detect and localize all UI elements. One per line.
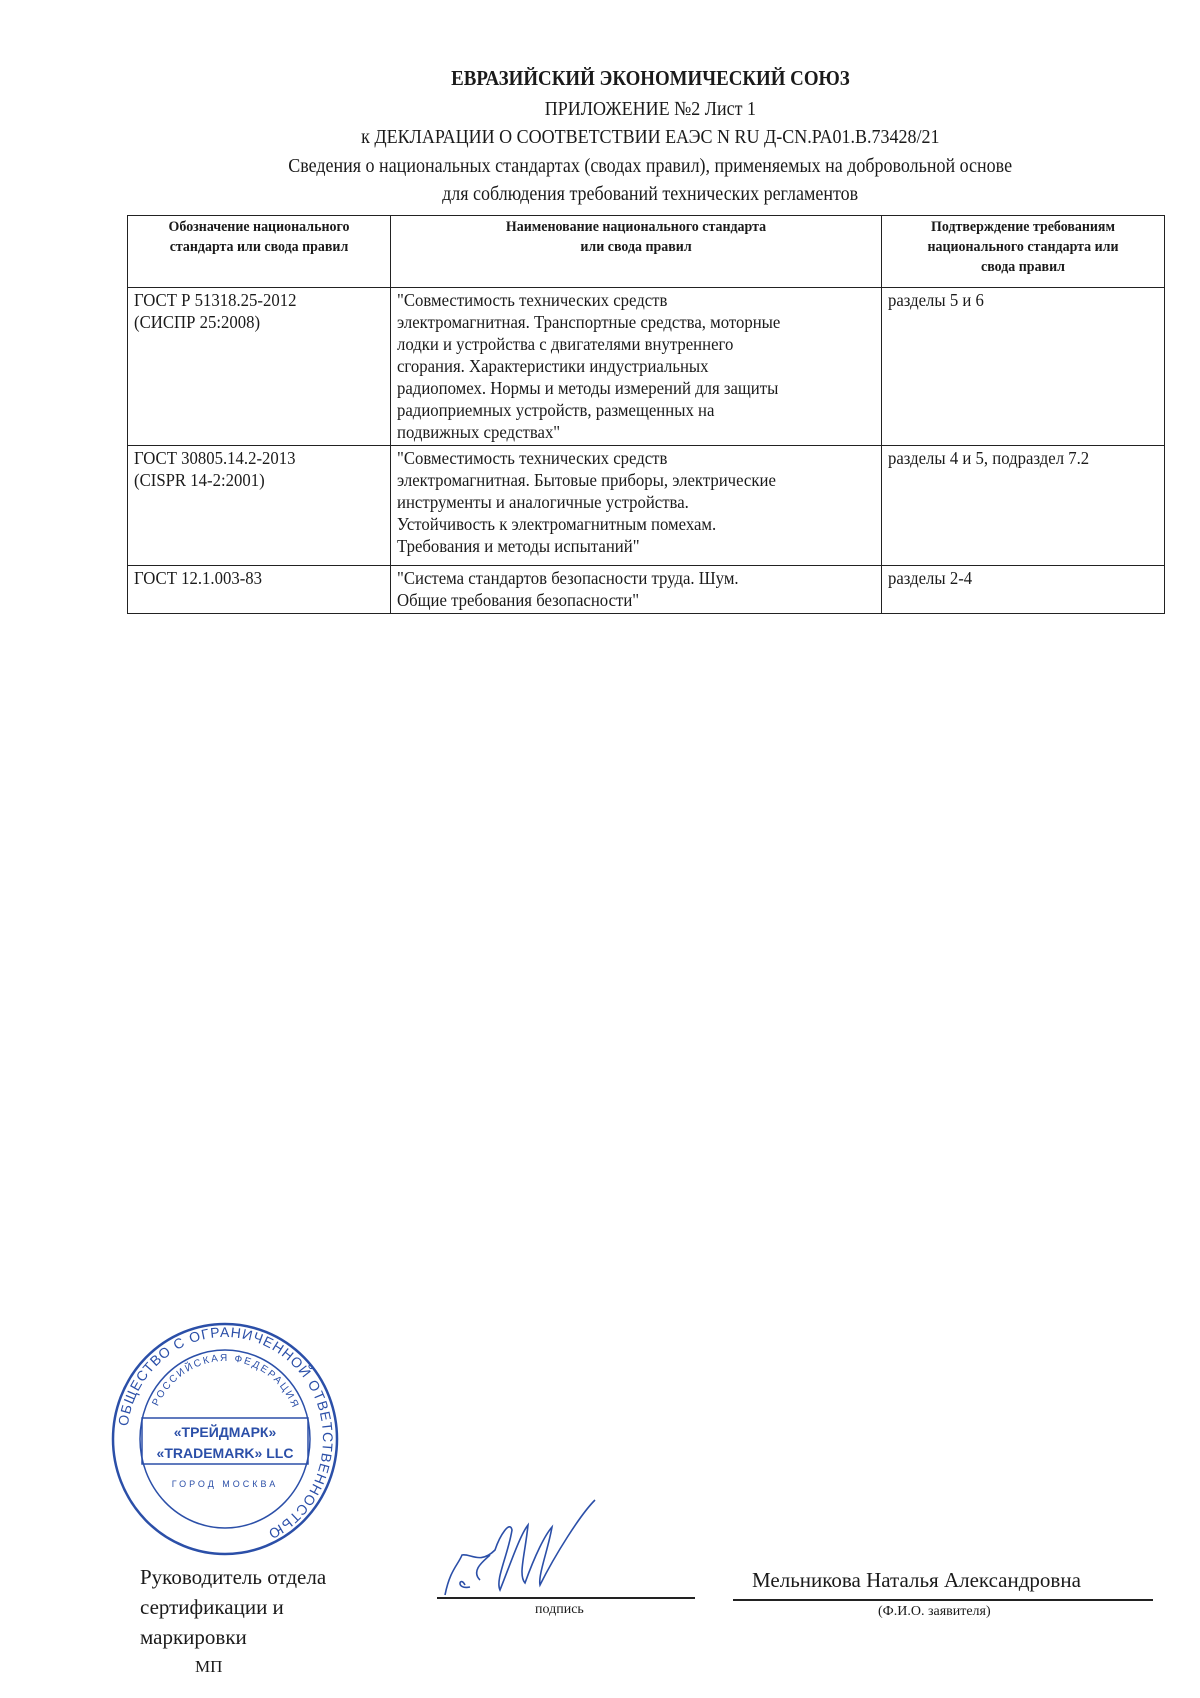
sections-cell <box>882 566 1165 614</box>
signature-image <box>440 1495 640 1605</box>
standard-name-line: Требования и методы испытаний" <box>397 536 640 556</box>
position-line: маркировки <box>140 1625 247 1649</box>
header-text: национального стандарта или <box>927 239 1119 255</box>
header-text: Наименование национального стандарта <box>505 219 767 235</box>
header-text: свода правил <box>981 259 1065 275</box>
standard-name-line: "Совместимость технических средств <box>397 290 668 310</box>
sections-cell <box>882 446 1165 566</box>
standard-name-line: радиопомех. Нормы и методы измерений для защиты <box>397 378 779 398</box>
standard-name-line: инструменты и аналогичные устройства. <box>397 492 689 512</box>
position-line: Руководитель отдела <box>140 1565 327 1589</box>
applicant-name: Мельникова Наталья Александровна <box>752 1568 1081 1592</box>
header-code <box>128 216 391 288</box>
standard-name-line: электромагнитная. Транспортные средства, моторные <box>397 312 781 332</box>
standard-name-line: "Система стандартов безопасности труда. Шум. <box>397 568 739 588</box>
standard-name-line: Устойчивость к электромагнитным помехам. <box>397 514 717 534</box>
sections-cell-line: разделы 5 и 6 <box>888 290 984 310</box>
standards-table <box>127 215 1165 614</box>
position-line: сертификации и <box>140 1595 284 1619</box>
name-line <box>733 1599 1153 1601</box>
sections-cell-line: разделы 4 и 5, подраздел 7.2 <box>888 448 1090 468</box>
standard-code <box>128 446 391 566</box>
position-title <box>140 1562 326 1652</box>
header-name <box>391 216 882 288</box>
standard-code-line: ГОСТ 30805.14.2-2013 <box>134 448 296 468</box>
standard-code <box>128 288 391 446</box>
signature-line <box>437 1597 695 1599</box>
standard-name-line: лодки и устройства с двигателями внутреннего <box>397 334 734 354</box>
standard-code <box>128 566 391 614</box>
table-header-row <box>128 216 1165 288</box>
signature-label: подпись <box>535 1602 584 1617</box>
subtitle-line-1: Сведения о национальных стандартах (сводах правил), применяемых на добровольной основе <box>288 155 1012 177</box>
declaration-number: к ДЕКЛАРАЦИИ О СООТВЕТСТВИИ ЕАЭС N RU Д-CN.РА01.В.73428/21 <box>360 126 940 148</box>
svg-text:РОССИЙСКАЯ ФЕДЕРАЦИЯ: РОССИЙСКАЯ ФЕДЕРАЦИЯ <box>150 1352 301 1411</box>
standard-code-line: (СИСПР 25:2008) <box>134 312 261 332</box>
standard-name-line: подвижных средствах" <box>397 422 561 442</box>
standard-code-line: (CISPR 14-2:2001) <box>134 470 265 490</box>
stamp-place-label: МП <box>195 1657 223 1676</box>
standard-code-line: ГОСТ Р 51318.25-2012 <box>134 290 297 310</box>
header-text: стандарта или свода правил <box>169 239 349 255</box>
standard-name-line: Общие требования безопасности" <box>397 590 640 610</box>
standard-code-line: ГОСТ 12.1.003-83 <box>134 568 263 588</box>
standard-name-line: электромагнитная. Бытовые приборы, электрические <box>397 470 776 490</box>
table-row <box>128 566 1165 614</box>
appendix-title: ПРИЛОЖЕНИЕ №2 Лист 1 <box>544 98 756 120</box>
standard-name-line: "Совместимость технических средств <box>397 448 668 468</box>
header-text: Подтверждение требованиям <box>931 219 1115 235</box>
header-text: Обозначение национального <box>168 219 350 235</box>
table-row <box>128 288 1165 446</box>
sections-cell <box>882 288 1165 446</box>
svg-text:ОБЩЕСТВО С ОГРАНИЧЕННОЙ ОТВЕТС: ОБЩЕСТВО С ОГРАНИЧЕННОЙ ОТВЕТСТВЕННОСТЬЮ <box>114 1323 337 1543</box>
svg-text:ГОРОД МОСКВА: ГОРОД МОСКВА <box>171 1479 279 1489</box>
header-sections <box>882 216 1165 288</box>
subtitle-line-2: для соблюдения требований технических регламентов <box>441 183 859 205</box>
table-row <box>128 446 1165 566</box>
svg-text:«ТРЕЙДМАРК»: «ТРЕЙДМАРК» <box>173 1424 277 1440</box>
sections-cell-line: разделы 2-4 <box>888 568 973 588</box>
standard-name-line: сгорания. Характеристики индустриальных <box>397 356 709 376</box>
standard-name <box>391 566 882 614</box>
company-stamp <box>110 1322 340 1557</box>
standard-name <box>391 446 882 566</box>
header-text: или свода правил <box>580 239 692 255</box>
standard-name <box>391 288 882 446</box>
standard-name-line: радиоприемных устройств, размещенных на <box>397 400 715 420</box>
svg-text:«TRADEMARK» LLC: «TRADEMARK» LLC <box>156 1445 294 1461</box>
union-title: ЕВРАЗИЙСКИЙ ЭКОНОМИЧЕСКИЙ СОЮЗ <box>450 66 850 90</box>
applicant-label: (Ф.И.О. заявителя) <box>878 1604 991 1619</box>
